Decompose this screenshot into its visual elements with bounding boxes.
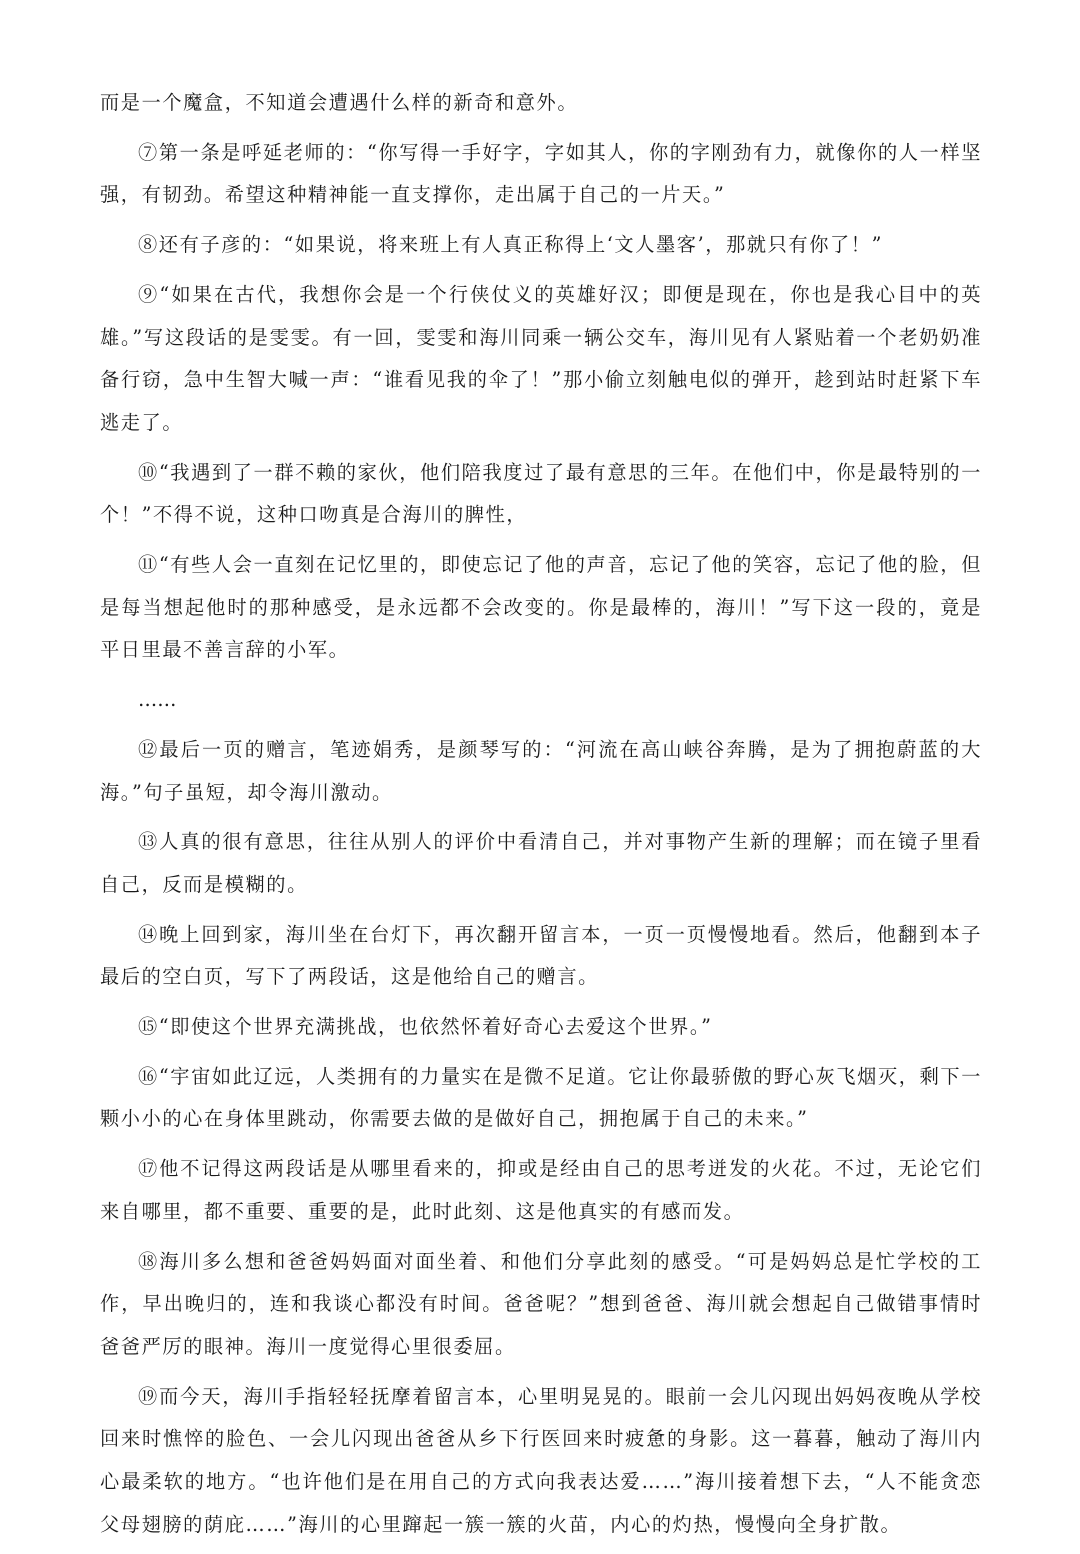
- article-body: [100, 82, 982, 1554]
- paragraph-14: ⑭晚上回到家，海川坐在台灯下，再次翻开留言本，一页一页慢慢地看。然后，他翻到本子最后的空白页，写下了两段话，这是他给自己的赠言。: [100, 922, 982, 989]
- paragraph-15: ⑮“即使这个世界充满挑战，也依然怀着好奇心去爱这个世界。”: [138, 1015, 713, 1039]
- paragraph-8: ⑧还有子彦的：“如果说，将来班上有人真正称得上‘文人墨客’，那就只有你了！”: [138, 233, 883, 257]
- paragraph-19: ⑲而今天，海川手指轻轻抚摩着留言本，心里明晃晃的。眼前一会儿闪现出妈妈夜晚从学校回来时憔悴的脸色、一会儿闪现出爸爸从乡下行医回来时疲惫的身影。这一暮暮，触动了海川内心最柔软的地方。“也许他们是在用自己的方式向我表达爱……”海川接着想下去，“人不能贪恋父母翅膀的荫庇……”海川的心里蹿起一簇一簇的火苗，内心的灼热，慢慢向全身扩散。: [100, 1384, 982, 1536]
- paragraph-9: ⑨“如果在古代，我想你会是一个行侠仗义的英雄好汉；即便是现在，你也是我心目中的英雄。”写这段话的是雯雯。有一回，雯雯和海川同乘一辆公交车，海川见有人紧贴着一个老奶奶准备行窃，急中生智大喊一声：“谁看见我的伞了！”那小偷立刻触电似的弹开，趁到站时赶紧下车逃走了。: [100, 282, 982, 434]
- paragraph-11: ⑪“有些人会一直刻在记忆里的，即使忘记了他的声音，忘记了他的笑容，忘记了他的脸，但是每当想起他时的那种感受，是永远都不会改变的。你是最棒的，海川！”写下这一段的，竟是平日里最不善言辞的小军。: [100, 553, 982, 662]
- paragraph-7: ⑦第一条是呼延老师的：“你写得一手好字，字如其人，你的字刚劲有力，就像你的人一样坚强，有韧劲。希望这种精神能一直支撑你，走出属于自己的一片天。”: [100, 140, 982, 207]
- paragraph-13: ⑬人真的很有意思，往往从别人的评价中看清自己，并对事物产生新的理解；而在镜子里看自己，反而是模糊的。: [100, 830, 982, 896]
- paragraph-16: ⑯“宇宙如此辽远，人类拥有的力量实在是微不足道。它让你最骄傲的野心灰飞烟灭，剩下一颗小小的心在身体里跳动，你需要去做的是做好自己，拥抱属于自己的未来。”: [100, 1064, 982, 1131]
- paragraph-18: ⑱海川多么想和爸爸妈妈面对面坐着、和他们分享此刻的感受。“可是妈妈总是忙学校的工作，早出晚归的，连和我谈心都没有时间。爸爸呢？”想到爸爸、海川就会想起自己做错事情时爸爸严厉的眼神。海川一度觉得心里很委屈。: [100, 1249, 982, 1358]
- paragraph-continuation: 而是一个魔盒，不知道会遭遇什么样的新奇和意外。: [100, 91, 579, 114]
- ellipsis-line: ……: [138, 688, 177, 712]
- paragraph-12: ⑫最后一页的赠言，笔迹娟秀，是颜琴写的：“河流在高山峡谷奔腾，是为了拥抱蔚蓝的大海。”句子虽短，却令海川激动。: [100, 737, 982, 804]
- paragraph-17: ⑰他不记得这两段话是从哪里看来的，抑或是经由自己的思考迸发的火花。不过，无论它们来自哪里，都不重要、重要的是，此时此刻、这是他真实的有感而发。: [100, 1157, 982, 1223]
- paragraph-10: ⑩“我遇到了一群不赖的家伙，他们陪我度过了最有意思的三年。在他们中，你是最特别的一个！”不得不说，这种口吻真是合海川的脾性，: [100, 460, 982, 527]
